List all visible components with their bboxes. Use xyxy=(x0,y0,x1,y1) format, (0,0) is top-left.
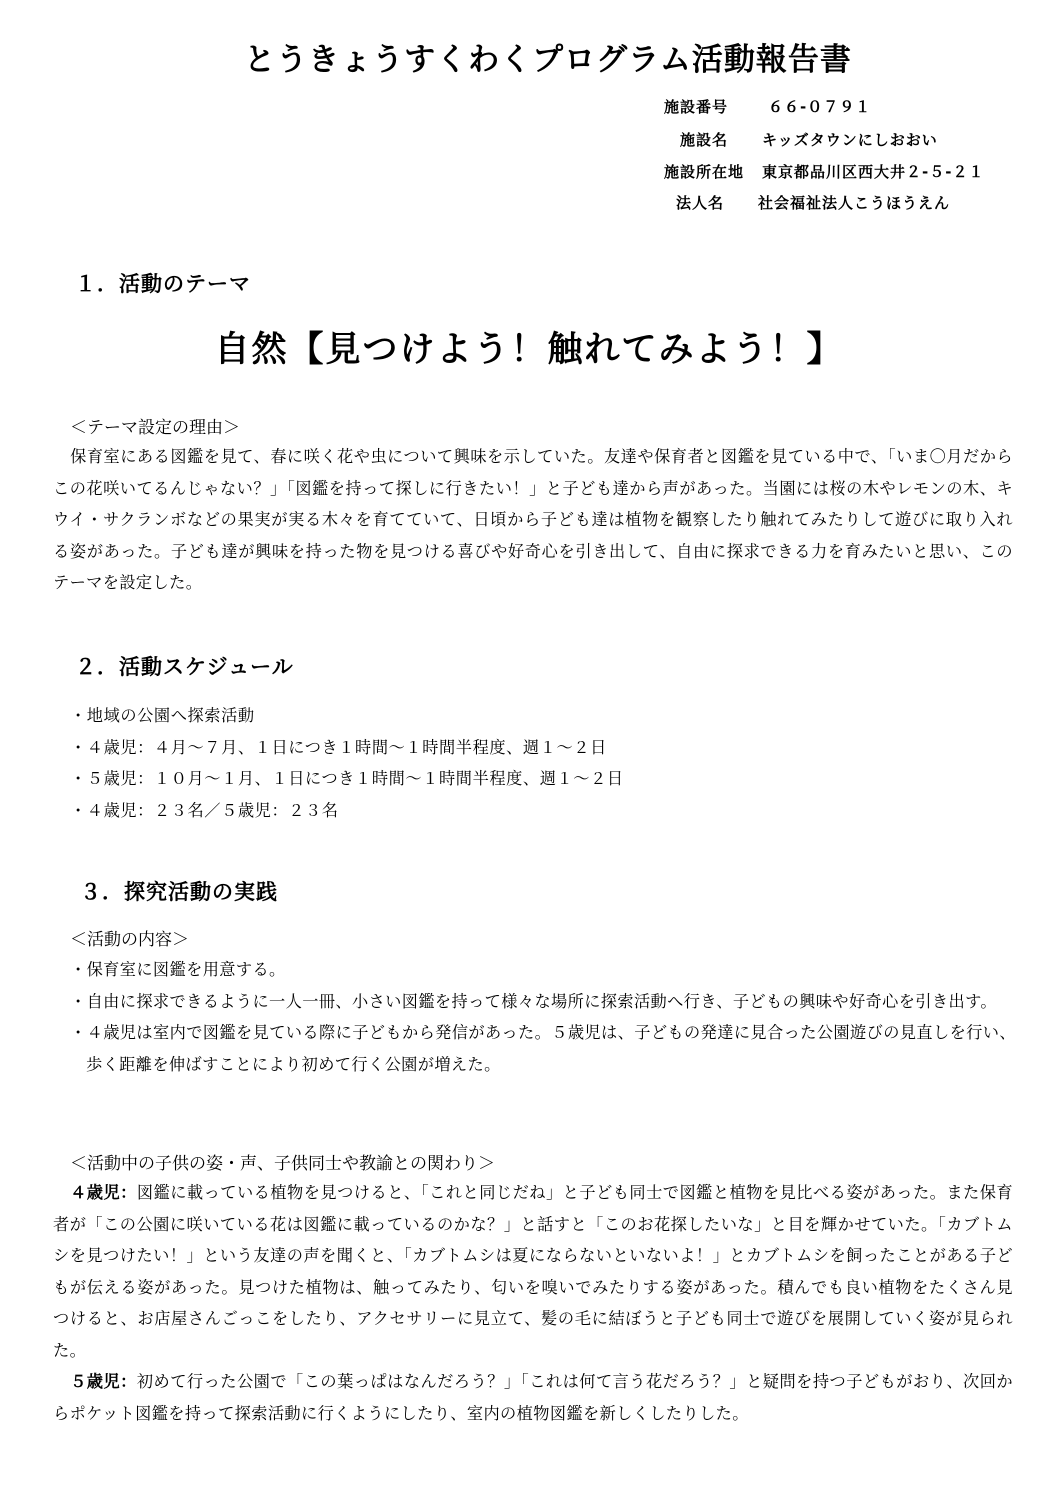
age4-paragraph xyxy=(53,1177,1013,1366)
corporation-label: 法人名 xyxy=(675,194,724,212)
age4-label: ４歳児： xyxy=(70,1183,137,1202)
interaction-heading: ＜活動中の子供の姿・声、子供同士や教諭との関わり＞ xyxy=(70,1154,495,1174)
corporation-value: 社会福祉法人こうほうえん xyxy=(758,194,951,212)
age5-paragraph xyxy=(53,1366,1013,1429)
theme-title: 自然【見つけよう！触れてみよう！】 xyxy=(214,330,844,370)
facility-info xyxy=(0,0,1058,230)
facility-address-value: 東京都品川区西大井２-５-２１ xyxy=(762,163,985,181)
content-item: ・自由に探求できるように一人一冊、小さい図鑑を持って様々な場所に探索活動へ行き、子どもの興味や好奇心を引き出す。 xyxy=(70,991,997,1011)
content-item: ・４歳児は室内で図鑑を見ている際に子どもから発信があった。５歳児は、子どもの発達に見合った公園遊びの見直しを行い、歩く距離を伸ばすことにより初めて行く公園が増えた。 xyxy=(70,1023,1016,1074)
age5-label: ５歳児： xyxy=(70,1372,137,1391)
schedule-item: ・４歳児：２３名／５歳児：２３名 xyxy=(70,800,339,820)
facility-address-label: 施設所在地 xyxy=(663,163,744,181)
reason-text: 保育室にある図鑑を見て、春に咲く花や虫について興味を示していた。友達や保育者と図鑑を見ている中で、「いま〇月だからこの花咲いてるんじゃない？」「図鑑を持って探しに行きたい！」と子ども達から声があった。当園には桜の木やレモンの木、キウイ・サクランボなどの果実が実る木々を育てていて、日頃から子ども達は植物を観察したり触れてみたりして遊びに取り入れる姿があった。子ども達が興味を持った物を見つける喜びや好奇心を引き出して、自由に探求できる力を育みたいと思い、このテーマを設定した。 xyxy=(53,447,1013,592)
age5-text: 初めて行った公園で「この葉っぱはなんだろう？」「これは何て言う花だろう？」と疑問を持つ子どもがおり、次回からポケット図鑑を持って探索活動に行くようにしたり、室内の植物図鑑を新しくしたりした。 xyxy=(53,1372,1013,1423)
reason-heading: ＜テーマ設定の理由＞ xyxy=(70,418,240,438)
facility-name-label: 施設名 xyxy=(679,131,728,149)
reason-paragraph xyxy=(53,441,1013,599)
schedule-item: ・地域の公園へ探索活動 xyxy=(70,706,255,725)
content-list xyxy=(70,954,1016,1080)
report-title: とうきょうすくわくプログラム活動報告書 xyxy=(244,42,852,78)
section1-heading: １．活動のテーマ xyxy=(75,272,251,296)
facility-name-value: キッズタウンにしおおい xyxy=(762,131,938,149)
age4-text: 図鑑に載っている植物を見つけると、「これと同じだね」と子ども同士で図鑑と植物を見比べる姿があった。また保育者が「この公園に咲いている花は図鑑に載っているのかな？」と話すと「このお花探したいな」と目を輝かせていた。「カブトムシを見つけたい！」という友達の声を聞くと、「カブトムシは夏にならないといないよ！」とカブトムシを飼ったことがある子どもが伝える姿があった。見つけた植物は、触ってみたり、匂いを嗅いでみたりする姿があった。積んでも良い植物をたくさん見つけると、お店屋さんごっこをしたり、アクセサリーに見立て、髪の毛に結ぼうと子ども同士で遊びを展開していく姿が見られた。 xyxy=(53,1183,1013,1360)
schedule-item: ・５歳児：１０月～１月、１日につき１時間～１時間半程度、週１～２日 xyxy=(70,769,624,788)
section3-heading: ３．探究活動の実践 xyxy=(80,880,278,904)
content-heading: ＜活動の内容＞ xyxy=(70,930,189,950)
schedule-item: ・４歳児：４月～７月、１日につき１時間～１時間半程度、週１～２日 xyxy=(70,737,607,757)
content-item: ・保育室に図鑑を用意する。 xyxy=(70,960,286,979)
facility-number-value: ６６-０７９１ xyxy=(768,98,872,116)
schedule-list xyxy=(70,700,624,826)
section2-heading: ２．活動スケジュール xyxy=(75,655,294,679)
facility-number-label: 施設番号 xyxy=(663,98,728,116)
